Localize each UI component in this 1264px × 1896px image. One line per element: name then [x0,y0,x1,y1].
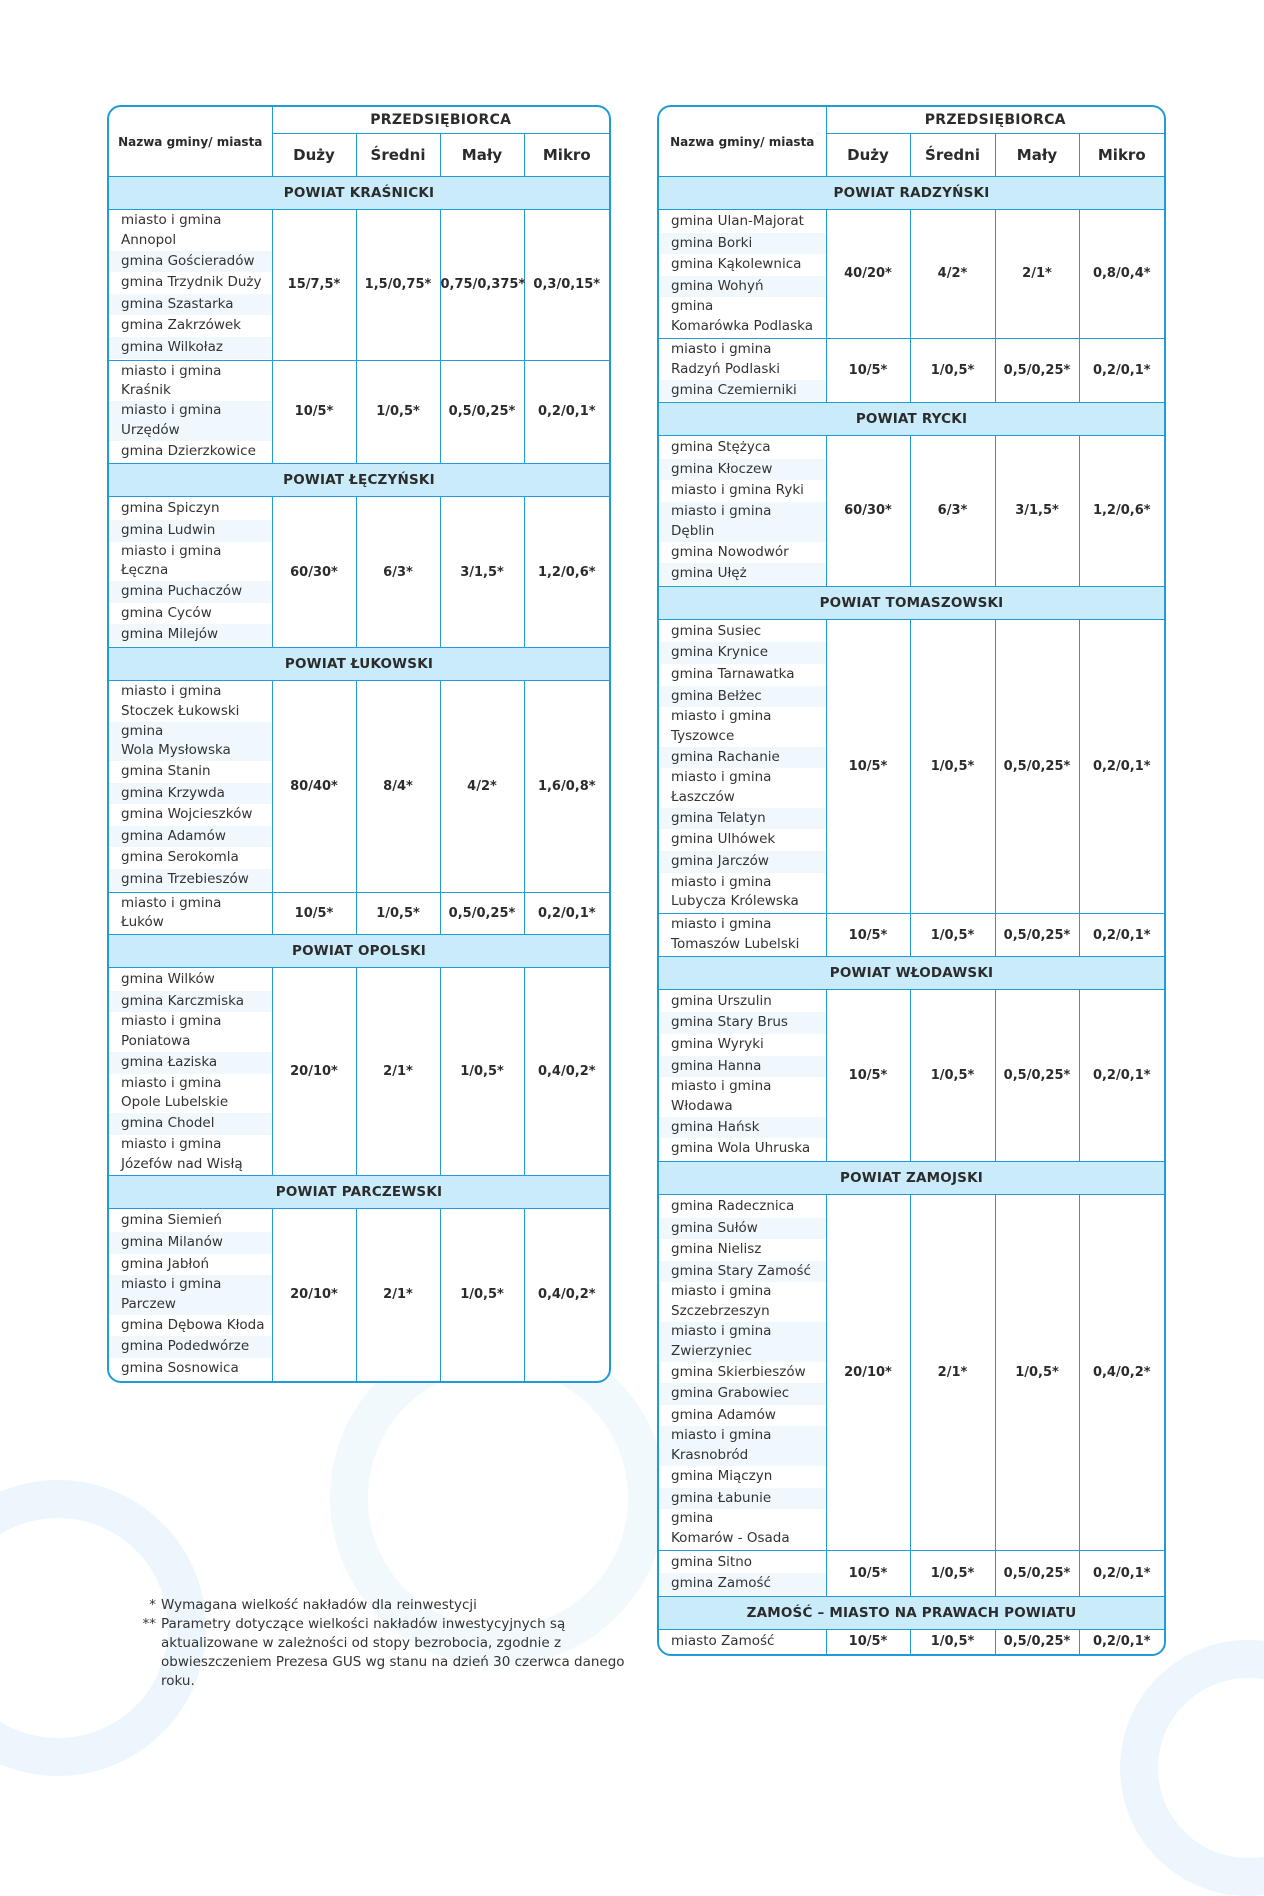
municipality-name: gmina Cyców [121,604,212,621]
section-title: POWIAT RADZYŃSKI [659,177,1164,210]
value-mikro: 1,2/0,6* [524,497,609,648]
municipality-name: gmina Skierbieszów [671,1363,806,1380]
municipality-name: miasto i gmina Opole Lubelskie [121,1074,229,1111]
municipality-name: gmina Sitno [671,1553,753,1570]
municipality-name: miasto i gmina Szczebrzeszyn [671,1283,772,1320]
table-row [659,914,1164,957]
municipality-name: gmina Szastarka [109,294,272,316]
municipality-name: gmina Bełżec [659,686,826,708]
municipality-name: gmina Kąkolewnica [671,256,802,273]
municipality-name: gmina Wyryki [671,1036,764,1053]
municipality-name: gmina Borki [659,233,826,255]
table-row [659,989,1164,1161]
footnote [138,1596,648,1615]
municipality-name: miasto i gmina Annopol [121,212,222,248]
municipality-name: gmina Wilków [121,971,215,988]
municipality-name: gmina Wojcieszków [121,806,253,823]
value-duzy: 10/5* [826,1629,910,1653]
section-header-row [109,647,609,680]
footnote-marker: * [149,1597,156,1613]
header-col-sredni: Średni [356,134,440,177]
table-row [109,210,609,361]
header-col-maly: Mały [995,134,1079,177]
value-maly: 3/1,5* [995,436,1079,587]
municipality-name: gmina Hańsk [659,1117,826,1139]
section-title: POWIAT TOMASZOWSKI [659,586,1164,619]
municipality-name: miasto i gmina Łuków [121,894,222,931]
section-header-row [659,177,1164,210]
municipality-name: gmina Rachanie [659,747,826,769]
municipality-name: gmina Milejów [109,624,272,646]
municipality-name: miasto i gmina Zwierzyniec [659,1322,826,1362]
footnote [138,1615,648,1691]
municipality-name: miasto i gmina Stoczek Łukowski [121,682,240,719]
municipality-list [659,1629,826,1653]
value-sredni: 1,5/0,75* [356,210,440,361]
value-mikro: 0,4/0,2* [524,968,609,1176]
value-mikro: 0,4/0,2* [524,1209,609,1381]
municipality-name: gmina Ulan-Majorat [671,213,804,229]
municipality-list [659,436,826,587]
municipality-name: gmina Chodel [109,1113,272,1135]
table-row [659,1629,1164,1653]
municipality-name: gmina Gościeradów [109,251,272,273]
value-mikro: 1,6/0,8* [524,680,609,892]
header-group-przedsiebiorca: PRZEDSIĘBIORCA [272,107,609,134]
value-duzy: 20/10* [826,1195,910,1551]
table-row [659,436,1164,587]
value-duzy: 10/5* [826,989,910,1161]
municipality-list [659,1195,826,1551]
municipality-name: gmina Hanna [659,1056,826,1078]
municipality-name: gmina Kłoczew [659,459,826,481]
value-duzy: 15/7,5* [272,210,356,361]
table-body-left [109,177,609,1381]
municipality-list [659,619,826,914]
municipality-list [659,989,826,1161]
header-name-column: Nazwa gminy/ miasta [109,107,272,177]
municipality-name: gmina Tarnawatka [671,665,795,682]
value-maly: 2/1* [995,210,1079,339]
municipality-name: gmina Zamość [659,1573,826,1595]
section-title: POWIAT WŁODAWSKI [659,956,1164,989]
table-row [659,619,1164,914]
municipality-list [659,210,826,339]
value-mikro: 0,3/0,15* [524,210,609,361]
municipality-name: gmina Sosnowica [121,1359,239,1376]
municipality-name: gmina Telatyn [659,808,826,830]
table-row [109,680,609,892]
municipality-name: gmina Ułęż [659,563,826,585]
value-maly: 0,5/0,25* [995,914,1079,957]
background-gear-decoration [1120,1640,1264,1896]
municipality-list [659,914,826,957]
table-row [109,360,609,464]
investment-table-left [107,105,611,1383]
value-maly: 3/1,5* [440,497,524,648]
municipality-name: gmina Komarówka Podlaska [671,298,813,335]
municipality-name: miasto i gmina Łaszczów [671,769,772,806]
value-sredni: 1/0,5* [910,619,995,914]
value-maly: 1/0,5* [440,1209,524,1381]
municipality-name: gmina Wola Mysłowska [109,722,272,762]
value-sredni: 2/1* [356,968,440,1176]
municipality-name: gmina Ludwin [109,520,272,542]
municipality-name: gmina Adamów [109,826,272,848]
table-row [659,210,1164,339]
municipality-list [109,680,272,892]
municipality-name: gmina Stanin [121,763,211,780]
section-header-row [659,1162,1164,1195]
value-maly: 1/0,5* [440,968,524,1176]
table-body-right [659,177,1164,1654]
municipality-list [659,338,826,402]
section-title: ZAMOŚĆ – MIASTO NA PRAWACH POWIATU [659,1596,1164,1629]
value-duzy: 20/10* [272,968,356,1176]
value-sredni: 2/1* [356,1209,440,1381]
municipality-list [109,892,272,935]
municipality-name: miasto i gmina Lubycza Królewska [671,873,799,910]
value-sredni: 1/0,5* [910,1550,995,1596]
value-duzy: 10/5* [272,892,356,935]
municipality-name: miasto i gmina Parczew [109,1275,272,1315]
section-title: POWIAT KRAŚNICKI [109,177,609,210]
header-col-duzy: Duży [272,134,356,177]
investment-table-right [657,105,1166,1656]
section-title: POWIAT OPOLSKI [109,935,609,968]
municipality-name: gmina Wohyń [659,276,826,298]
value-duzy: 10/5* [826,338,910,402]
municipality-name: gmina Milanów [109,1232,272,1254]
municipality-list [109,1209,272,1381]
value-duzy: 10/5* [272,360,356,464]
value-maly: 0,5/0,25* [440,360,524,464]
section-header-row [659,586,1164,619]
header-name-column: Nazwa gminy/ miasta [659,107,826,177]
municipality-name: gmina Urszulin [671,992,772,1009]
table-row [109,892,609,935]
footnotes [138,1596,648,1691]
municipality-name: gmina Jabłoń [121,1255,210,1272]
municipality-name: gmina Susiec [671,622,762,639]
value-mikro: 0,2/0,1* [1079,1550,1164,1596]
municipality-name: miasto i gmina Kraśnik [121,362,222,399]
municipality-name: gmina Nielisz [671,1241,762,1258]
municipality-name: gmina Grabowiec [659,1383,826,1405]
municipality-list [109,210,272,361]
municipality-name: gmina Ulhówek [671,831,776,848]
section-header-row [109,464,609,497]
municipality-name: miasto i gmina Krasnobród [659,1426,826,1466]
value-mikro: 0,2/0,1* [1079,1629,1164,1653]
municipality-name: gmina Wola Uhruska [671,1140,811,1157]
value-maly: 0,5/0,25* [440,892,524,935]
municipality-list [109,360,272,464]
value-sredni: 1/0,5* [356,360,440,464]
table-row [659,1550,1164,1596]
municipality-name: miasto i gmina Dęblin [659,502,826,542]
table-row [109,1209,609,1381]
value-duzy: 60/30* [826,436,910,587]
municipality-list [109,968,272,1176]
footnote-marker: ** [142,1616,156,1632]
value-sredni: 1/0,5* [910,914,995,957]
municipality-name: miasto i gmina Włodawa [671,1078,772,1115]
municipality-name: gmina Siemień [121,1212,222,1229]
section-title: POWIAT RYCKI [659,403,1164,436]
municipality-name: gmina Krzywda [109,783,272,805]
value-mikro: 0,4/0,2* [1079,1195,1164,1551]
value-maly: 0,5/0,25* [995,619,1079,914]
section-header-row [659,403,1164,436]
value-mikro: 0,2/0,1* [524,892,609,935]
section-header-row [109,1176,609,1209]
footnote-text: Parametry dotyczące wielkości nakładów inwestycyjnych są aktualizowane w zależności od stopy bezrobocia, zgodnie z obwieszczeniem Prezesa GUS wg stanu na dzień 30 czerwca danego roku. [161,1616,625,1689]
municipality-name: gmina Trzebieszów [109,869,272,891]
value-duzy: 60/30* [272,497,356,648]
municipality-name: gmina Dębowa Kłoda [121,1316,265,1333]
municipality-name: gmina Nowodwór [671,543,789,560]
municipality-name: miasto i gmina Józefów nad Wisłą [121,1135,243,1172]
value-duzy: 10/5* [826,1550,910,1596]
municipality-name: gmina Komarów - Osada [671,1510,790,1546]
municipality-name: gmina Zakrzówek [121,317,241,334]
value-maly: 0,5/0,25* [995,989,1079,1161]
value-sredni: 4/2* [910,210,995,339]
table-row [109,497,609,648]
municipality-name: gmina Stężyca [671,439,771,456]
value-maly: 4/2* [440,680,524,892]
municipality-name: miasto i gmina Ryki [671,482,804,499]
value-duzy: 10/5* [826,619,910,914]
header-col-sredni: Średni [910,134,995,177]
municipality-name: gmina Puchaczów [109,581,272,603]
value-maly: 0,5/0,25* [995,1629,1079,1653]
municipality-name: miasto i gmina Tomaszów Lubelski [671,916,800,953]
section-header-row [109,935,609,968]
section-title: POWIAT PARCZEWSKI [109,1176,609,1209]
value-mikro: 0,2/0,1* [1079,619,1164,914]
municipality-name: gmina Jarczów [659,851,826,873]
section-title: POWIAT ŁĘCZYŃSKI [109,464,609,497]
section-title: POWIAT ŁUKOWSKI [109,647,609,680]
municipality-name: gmina Adamów [671,1406,776,1423]
value-mikro: 0,2/0,1* [524,360,609,464]
table-row [659,1195,1164,1551]
value-sredni: 8/4* [356,680,440,892]
municipality-name: gmina Karczmiska [109,991,272,1013]
header-col-mikro: Mikro [1079,134,1164,177]
section-header-row [109,177,609,210]
value-sredni: 1/0,5* [910,338,995,402]
header-col-mikro: Mikro [524,134,609,177]
municipality-name: gmina Czemierniki [659,380,826,402]
municipality-name: gmina Miączyn [671,1467,773,1484]
municipality-name: miasto i gmina Łęczna [121,542,222,579]
municipality-name: miasto i gmina Radzyń Podlaski [671,340,780,377]
section-header-row [659,956,1164,989]
section-header-row [659,1596,1164,1629]
value-mikro: 1,2/0,6* [1079,436,1164,587]
municipality-name: gmina Serokomla [121,849,239,866]
municipality-name: gmina Łabunie [659,1488,826,1510]
value-duzy: 10/5* [826,914,910,957]
municipality-name: gmina Trzydnik Duży [121,274,262,291]
municipality-name: gmina Podedwórze [109,1336,272,1358]
value-sredni: 1/0,5* [910,989,995,1161]
value-maly: 1/0,5* [995,1195,1079,1551]
value-duzy: 80/40* [272,680,356,892]
table-row [659,338,1164,402]
municipality-name: gmina Krynice [659,642,826,664]
value-maly: 0,75/0,375* [440,210,524,361]
footnote-text: Wymagana wielkość nakładów dla reinwestycji [161,1597,477,1613]
municipality-name: gmina Sułów [659,1218,826,1240]
municipality-name: miasto i gmina Urzędów [109,401,272,441]
value-sredni: 2/1* [910,1195,995,1551]
value-sredni: 1/0,5* [356,892,440,935]
municipality-list [659,1550,826,1596]
municipality-name: gmina Stary Zamość [659,1261,826,1283]
municipality-name: gmina Łaziska [109,1052,272,1074]
municipality-name: miasto Zamość [671,1632,775,1649]
municipality-name: gmina Dzierzkowice [121,442,256,459]
municipality-name: gmina Wilkołaz [109,337,272,359]
municipality-name: miasto i gmina Poniatowa [121,1013,222,1050]
municipality-name: gmina Stary Brus [659,1012,826,1034]
value-mikro: 0,2/0,1* [1079,338,1164,402]
municipality-name: miasto i gmina Tyszowce [671,708,772,744]
table-row [109,968,609,1176]
header-col-duzy: Duży [826,134,910,177]
section-title: POWIAT ZAMOJSKI [659,1162,1164,1195]
value-maly: 0,5/0,25* [995,338,1079,402]
value-sredni: 1/0,5* [910,1629,995,1653]
value-sredni: 6/3* [910,436,995,587]
value-sredni: 6/3* [356,497,440,648]
municipality-name: gmina Spiczyn [121,500,220,517]
value-duzy: 40/20* [826,210,910,339]
value-mikro: 0,2/0,1* [1079,914,1164,957]
header-col-maly: Mały [440,134,524,177]
municipality-list [109,497,272,648]
municipality-name: gmina Radecznica [671,1198,795,1214]
value-mikro: 0,8/0,4* [1079,210,1164,339]
value-mikro: 0,2/0,1* [1079,989,1164,1161]
value-maly: 0,5/0,25* [995,1550,1079,1596]
value-duzy: 20/10* [272,1209,356,1381]
header-group-przedsiebiorca: PRZEDSIĘBIORCA [826,107,1164,134]
